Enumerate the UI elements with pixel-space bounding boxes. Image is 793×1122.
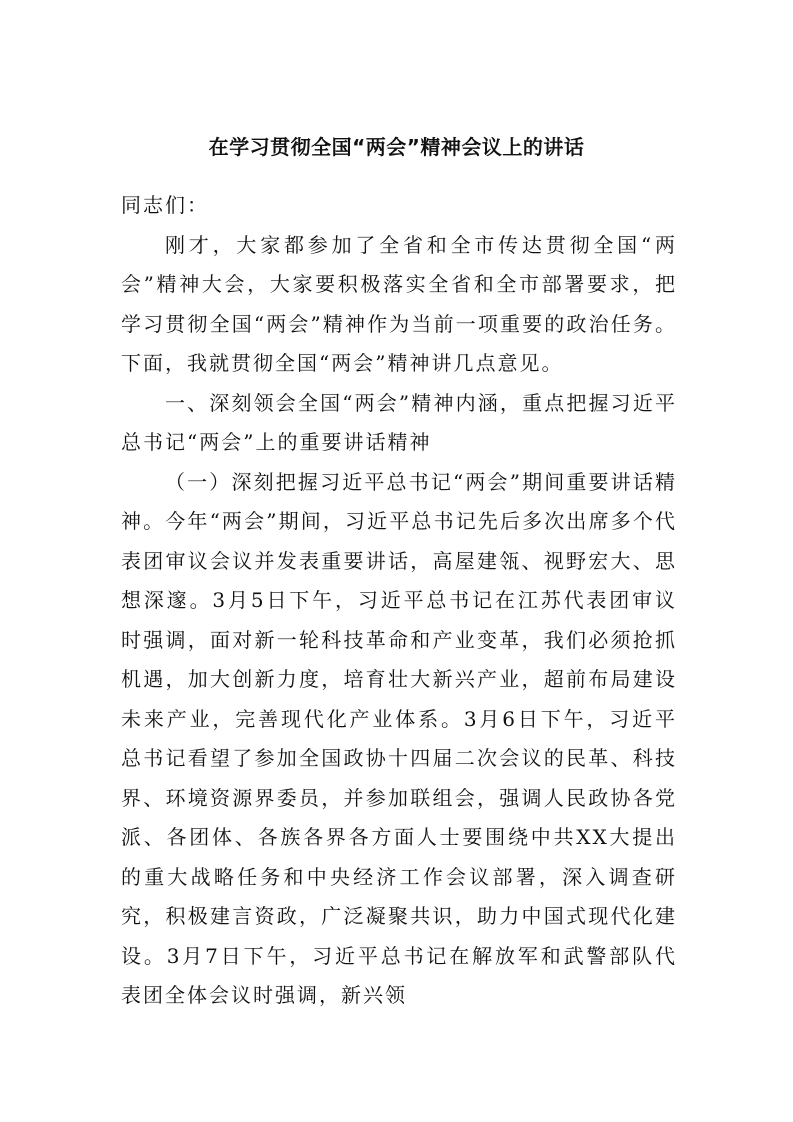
section-heading-1: 一、深刻领会全国“两会”精神内涵，重点把握习近平总书记“两会”上的重要讲话精神 — [121, 390, 677, 454]
salutation: 同志们： — [121, 193, 209, 217]
document-body — [121, 186, 677, 1016]
document-title: 在学习贯彻全国“两会”精神会议上的讲话 — [208, 135, 585, 159]
paragraph-subsection-1: （一）深刻把握习近平总书记“两会”期间重要讲话精神。今年“两会”期间，习近平总书记先后多次出席多个代表团审议会议并发表重要讲话，高屋建瓴、视野宏大、思想深邃。3月5日下午，习近平总书记在江苏代表团审议时强调，面对新一轮科技革命和产业变革，我们必须抢抓机遇，加大创新力度，培育壮大新兴产业，超前布局建设未来产业，完善现代化产业体系。3月6日下午，习近平总书记看望了参加全国政协十四届二次会议的民革、科技界、环境资源界委员，并参加联组会，强调人民政协各党派、各团体、各族各界各方面人士要围绕中共XX大提出的重大战略任务和中央经济工作会议部署，深入调查研究，积极建言资政，广泛凝聚共识，助力中国式现代化建设。3月7日下午，习近平总书记在解放军和武警部队代表团全体会议时强调，新兴领 — [121, 469, 677, 1007]
paragraph-intro: 刚才，大家都参加了全省和全市传达贯彻全国“两会”精神大会，大家要积极落实全省和全市部署要求，把学习贯彻全国“两会”精神作为当前一项重要的政治任务。下面，我就贯彻全国“两会”精神讲几点意见。 — [121, 232, 677, 375]
